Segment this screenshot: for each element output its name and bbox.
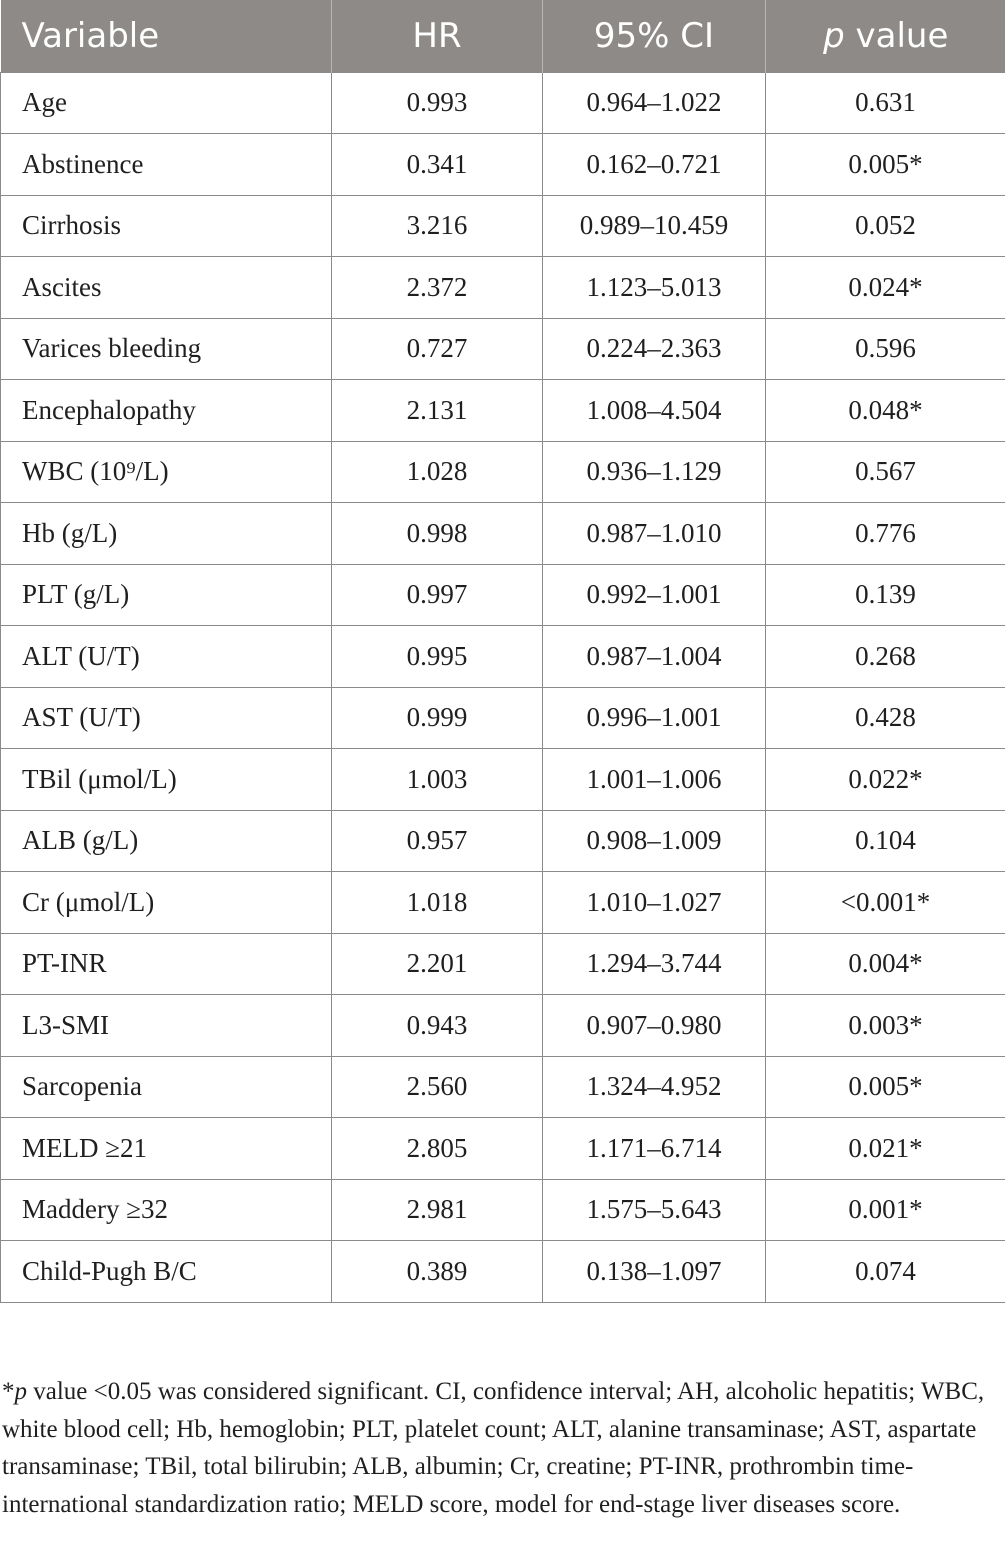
table-row bbox=[1, 72, 1005, 134]
cell-hr: 0.998 bbox=[332, 503, 543, 565]
cell-hr: 2.131 bbox=[332, 380, 543, 442]
cell-p-value: 0.268 bbox=[766, 626, 1005, 688]
table-row bbox=[1, 380, 1005, 442]
cell-variable: WBC (10⁹/L) bbox=[1, 441, 332, 503]
table-row bbox=[1, 257, 1005, 319]
table-row bbox=[1, 503, 1005, 565]
cell-p-value: 0.003* bbox=[766, 995, 1005, 1057]
cell-ci: 0.138–1.097 bbox=[543, 1241, 766, 1303]
cell-ci: 0.224–2.363 bbox=[543, 318, 766, 380]
cell-ci: 1.294–3.744 bbox=[543, 933, 766, 995]
cell-variable: Encephalopathy bbox=[1, 380, 332, 442]
cell-ci: 0.989–10.459 bbox=[543, 195, 766, 257]
footnote-p-letter: p bbox=[14, 1378, 27, 1405]
cell-p-value: 0.004* bbox=[766, 933, 1005, 995]
cell-p-value: 0.139 bbox=[766, 564, 1005, 626]
cell-p-value: 0.022* bbox=[766, 749, 1005, 811]
table-row bbox=[1, 626, 1005, 688]
cell-p-value: 0.074 bbox=[766, 1241, 1005, 1303]
cell-hr: 0.341 bbox=[332, 134, 543, 196]
cell-variable: Maddery ≥32 bbox=[1, 1179, 332, 1241]
table-body bbox=[1, 72, 1005, 1302]
cell-ci: 1.123–5.013 bbox=[543, 257, 766, 319]
cell-hr: 2.560 bbox=[332, 1056, 543, 1118]
cell-variable: L3-SMI bbox=[1, 995, 332, 1057]
table-row bbox=[1, 933, 1005, 995]
cell-ci: 1.575–5.643 bbox=[543, 1179, 766, 1241]
cell-ci: 1.171–6.714 bbox=[543, 1118, 766, 1180]
cell-variable: Ascites bbox=[1, 257, 332, 319]
cell-variable: Hb (g/L) bbox=[1, 503, 332, 565]
table-row bbox=[1, 564, 1005, 626]
table-row bbox=[1, 995, 1005, 1057]
cell-ci: 1.010–1.027 bbox=[543, 872, 766, 934]
cell-variable: PT-INR bbox=[1, 933, 332, 995]
table-row bbox=[1, 134, 1005, 196]
cell-hr: 1.028 bbox=[332, 441, 543, 503]
cell-variable: Varices bleeding bbox=[1, 318, 332, 380]
cell-ci: 1.008–4.504 bbox=[543, 380, 766, 442]
cell-variable: Abstinence bbox=[1, 134, 332, 196]
cell-p-value: 0.001* bbox=[766, 1179, 1005, 1241]
table-header-row bbox=[1, 0, 1005, 72]
table-row bbox=[1, 195, 1005, 257]
table-row bbox=[1, 1241, 1005, 1303]
cell-p-value: 0.104 bbox=[766, 810, 1005, 872]
cell-variable: PLT (g/L) bbox=[1, 564, 332, 626]
header-hr: HR bbox=[332, 0, 543, 72]
cell-p-value: 0.005* bbox=[766, 134, 1005, 196]
cell-hr: 0.993 bbox=[332, 72, 543, 134]
header-p-value bbox=[766, 0, 1005, 72]
cell-p-value: 0.567 bbox=[766, 441, 1005, 503]
table-row bbox=[1, 318, 1005, 380]
cell-hr: 2.981 bbox=[332, 1179, 543, 1241]
cell-ci: 1.001–1.006 bbox=[543, 749, 766, 811]
header-p-rest: value bbox=[844, 15, 949, 56]
cell-ci: 0.162–0.721 bbox=[543, 134, 766, 196]
cell-variable: Cirrhosis bbox=[1, 195, 332, 257]
cell-ci: 0.964–1.022 bbox=[543, 72, 766, 134]
cell-hr: 0.999 bbox=[332, 687, 543, 749]
cell-hr: 0.943 bbox=[332, 995, 543, 1057]
table-row bbox=[1, 810, 1005, 872]
header-variable: Variable bbox=[1, 0, 332, 72]
cell-p-value: 0.631 bbox=[766, 72, 1005, 134]
cell-ci: 0.908–1.009 bbox=[543, 810, 766, 872]
cell-variable: TBil (μmol/L) bbox=[1, 749, 332, 811]
cell-variable: Child-Pugh B/C bbox=[1, 1241, 332, 1303]
cell-ci: 0.907–0.980 bbox=[543, 995, 766, 1057]
cell-p-value: 0.052 bbox=[766, 195, 1005, 257]
cell-ci: 0.936–1.129 bbox=[543, 441, 766, 503]
cell-p-value: 0.048* bbox=[766, 380, 1005, 442]
cell-ci: 1.324–4.952 bbox=[543, 1056, 766, 1118]
cell-hr: 0.957 bbox=[332, 810, 543, 872]
cell-variable: AST (U/T) bbox=[1, 687, 332, 749]
table-row bbox=[1, 441, 1005, 503]
cell-variable: Cr (μmol/L) bbox=[1, 872, 332, 934]
cell-hr: 2.201 bbox=[332, 933, 543, 995]
cell-ci: 0.996–1.001 bbox=[543, 687, 766, 749]
footnote-star: * bbox=[2, 1378, 15, 1405]
table-row bbox=[1, 872, 1005, 934]
table-row bbox=[1, 1179, 1005, 1241]
table-row bbox=[1, 1118, 1005, 1180]
cell-hr: 3.216 bbox=[332, 195, 543, 257]
table-footnote bbox=[2, 1373, 992, 1523]
cell-hr: 2.805 bbox=[332, 1118, 543, 1180]
cell-p-value: <0.001* bbox=[766, 872, 1005, 934]
cell-hr: 0.389 bbox=[332, 1241, 543, 1303]
cell-p-value: 0.776 bbox=[766, 503, 1005, 565]
cell-variable: ALB (g/L) bbox=[1, 810, 332, 872]
cell-variable: ALT (U/T) bbox=[1, 626, 332, 688]
cell-hr: 2.372 bbox=[332, 257, 543, 319]
table-row bbox=[1, 687, 1005, 749]
cell-ci: 0.987–1.004 bbox=[543, 626, 766, 688]
cell-ci: 0.992–1.001 bbox=[543, 564, 766, 626]
header-p-letter: p bbox=[823, 15, 845, 56]
cell-p-value: 0.428 bbox=[766, 687, 1005, 749]
cell-p-value: 0.596 bbox=[766, 318, 1005, 380]
cell-variable: Sarcopenia bbox=[1, 1056, 332, 1118]
cell-variable: MELD ≥21 bbox=[1, 1118, 332, 1180]
cell-ci: 0.987–1.010 bbox=[543, 503, 766, 565]
cell-hr: 0.997 bbox=[332, 564, 543, 626]
table-row bbox=[1, 1056, 1005, 1118]
cell-p-value: 0.024* bbox=[766, 257, 1005, 319]
cell-hr: 0.727 bbox=[332, 318, 543, 380]
table-row bbox=[1, 749, 1005, 811]
cell-p-value: 0.021* bbox=[766, 1118, 1005, 1180]
cell-hr: 0.995 bbox=[332, 626, 543, 688]
cell-hr: 1.003 bbox=[332, 749, 543, 811]
cell-p-value: 0.005* bbox=[766, 1056, 1005, 1118]
header-ci: 95% CI bbox=[543, 0, 766, 72]
cell-hr: 1.018 bbox=[332, 872, 543, 934]
cell-variable: Age bbox=[1, 72, 332, 134]
footnote-text: value <0.05 was considered significant. CI, confidence interval; AH, alcoholic hepatitis; WBC, white blood cell; Hb, hemoglobin; PLT, platelet count; ALT, alanine transaminase; AST, aspartate transaminase; TBil, total bilirubin; ALB, albumin; Cr, creatine; PT-INR, prothrombin time-international standardization ratio; MELD score, model for end-stage liver diseases score. bbox=[2, 1378, 985, 1518]
